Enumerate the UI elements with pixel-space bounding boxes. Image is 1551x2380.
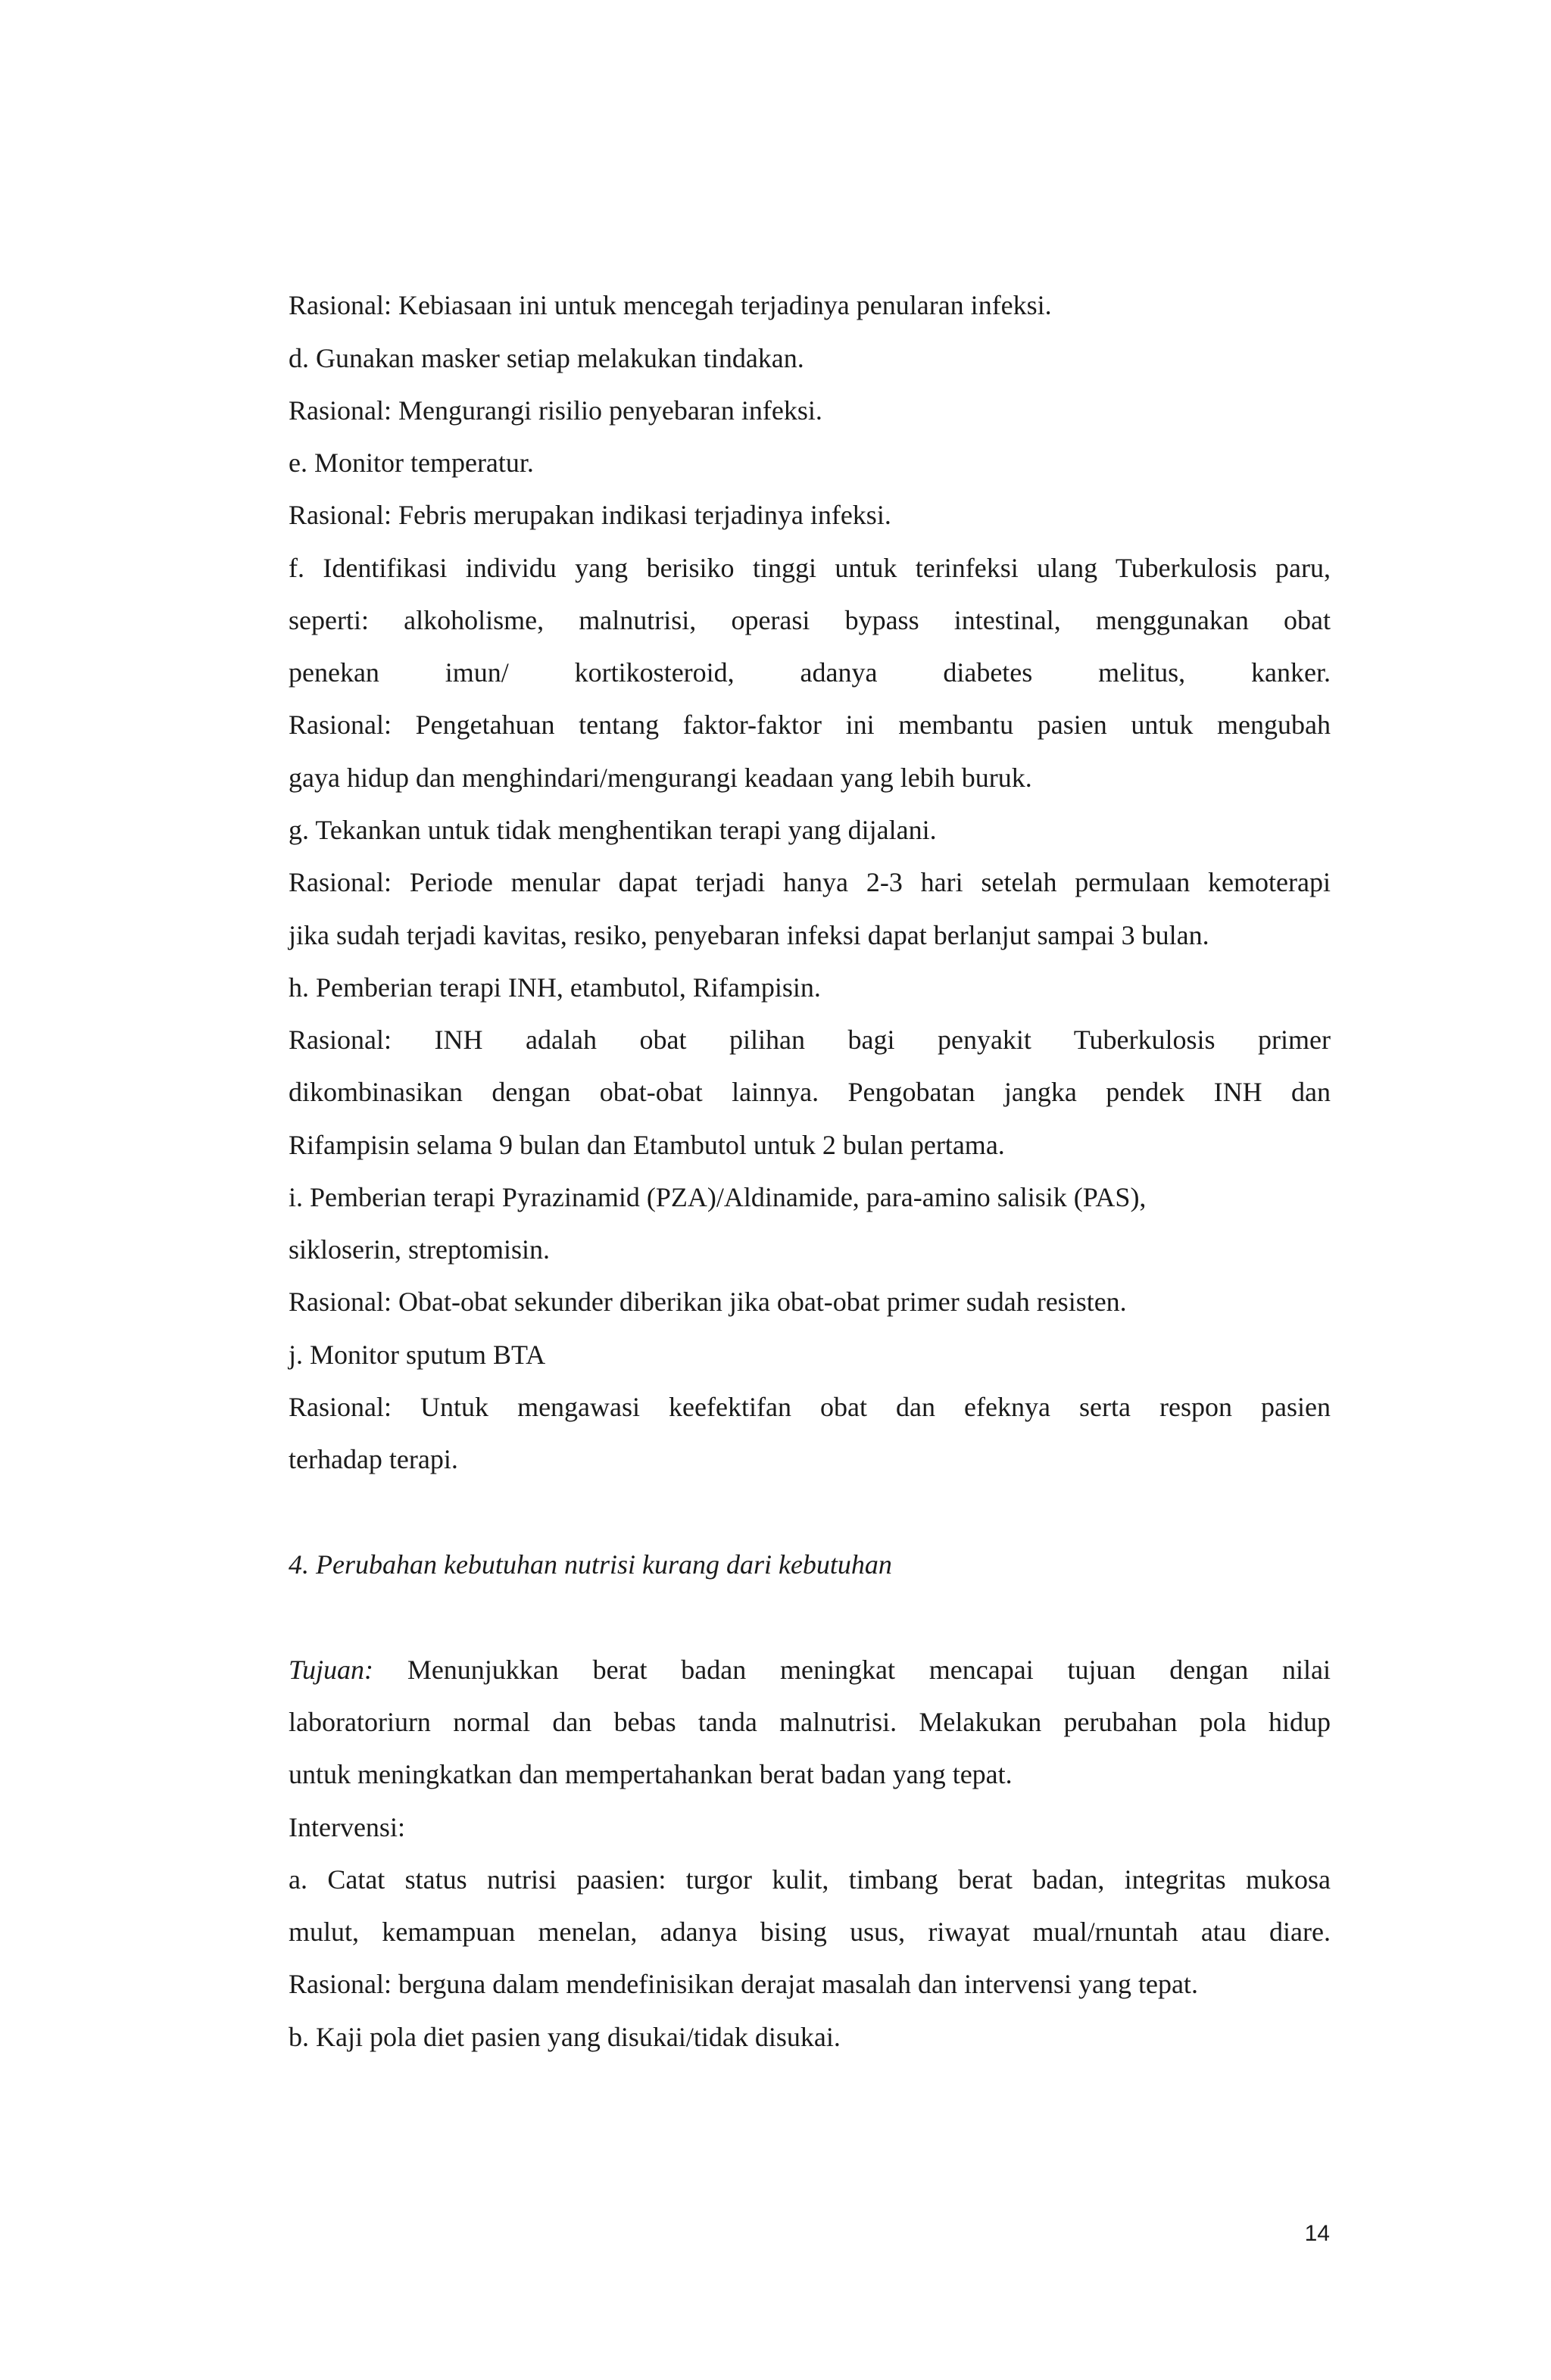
text-line: e. Monitor temperatur. xyxy=(289,448,534,478)
text-line: jika sudah terjadi kavitas, resiko, penyebaran infeksi dapat berlanjut sampai 3 bulan. xyxy=(289,920,1209,950)
text-line: terhadap terapi. xyxy=(289,1444,458,1474)
text-line: f. Identifikasi individu yang berisiko tinggi untuk terinfeksi ulang Tuberkulosis paru, xyxy=(289,553,1331,583)
text-line: untuk meningkatkan dan mempertahankan berat badan yang tepat. xyxy=(289,1759,1013,1789)
text-line: h. Pemberian terapi INH, etambutol, Rifampisin. xyxy=(289,972,821,1003)
goal-label: Tujuan: xyxy=(289,1655,374,1685)
text-line: penekan imun/ kortikosteroid, adanya diabetes melitus, kanker. xyxy=(289,657,1331,688)
text-line: mulut, kemampuan menelan, adanya bising usus, riwayat mual/rnuntah atau diare. xyxy=(289,1917,1331,1947)
text-line: Rasional: Febris merupakan indikasi terjadinya infeksi. xyxy=(289,500,891,530)
text-line: laboratoriurn normal dan bebas tanda malnutrisi. Melakukan perubahan pola hidup xyxy=(289,1707,1331,1737)
text-line: Rasional: Kebiasaan ini untuk mencegah terjadinya penularan infeksi. xyxy=(289,290,1052,320)
text-line: Intervensi: xyxy=(289,1812,405,1842)
text-line: Rasional: Pengetahuan tentang faktor-faktor ini membantu pasien untuk mengubah xyxy=(289,710,1331,740)
goal-text: Menunjukkan berat badan meningkat mencapai tujuan dengan nilai xyxy=(373,1655,1331,1685)
text-line: gaya hidup dan menghindari/mengurangi keadaan yang lebih buruk. xyxy=(289,763,1032,793)
text-line: b. Kaji pola diet pasien yang disukai/tidak disukai. xyxy=(289,2022,841,2052)
text-line: Rasional: Obat-obat sekunder diberikan jika obat-obat primer sudah resisten. xyxy=(289,1287,1127,1317)
goal-line xyxy=(289,1652,1331,1687)
text-line: dikombinasikan dengan obat-obat lainnya. Pengobatan jangka pendek INH dan xyxy=(289,1077,1331,1107)
text-line: seperti: alkoholisme, malnutrisi, operasi bypass intestinal, menggunakan obat xyxy=(289,605,1331,635)
text-line: a. Catat status nutrisi paasien: turgor kulit, timbang berat badan, integritas mukosa xyxy=(289,1864,1331,1895)
page-number: 14 xyxy=(1304,2221,1330,2246)
text-line: Rasional: Untuk mengawasi keefektifan obat dan efeknya serta respon pasien xyxy=(289,1392,1331,1422)
text-line: Rasional: Mengurangi risilio penyebaran infeksi. xyxy=(289,395,822,426)
text-line: Rifampisin selama 9 bulan dan Etambutol untuk 2 bulan pertama. xyxy=(289,1130,1005,1160)
text-line: d. Gunakan masker setiap melakukan tindakan. xyxy=(289,343,804,373)
text-line: i. Pemberian terapi Pyrazinamid (PZA)/Aldinamide, para-amino salisik (PAS), xyxy=(289,1182,1147,1212)
text-line: Rasional: berguna dalam mendefinisikan derajat masalah dan intervensi yang tepat. xyxy=(289,1969,1198,1999)
text-line: Rasional: INH adalah obat pilihan bagi penyakit Tuberkulosis primer xyxy=(289,1025,1331,1055)
text-line: sikloserin, streptomisin. xyxy=(289,1234,550,1265)
text-line: j. Monitor sputum BTA xyxy=(289,1340,546,1370)
text-line: g. Tekankan untuk tidak menghentikan terapi yang dijalani. xyxy=(289,815,937,845)
section-heading: 4. Perubahan kebutuhan nutrisi kurang dari kebutuhan xyxy=(289,1549,892,1580)
text-line: Rasional: Periode menular dapat terjadi hanya 2-3 hari setelah permulaan kemoterapi xyxy=(289,867,1331,897)
